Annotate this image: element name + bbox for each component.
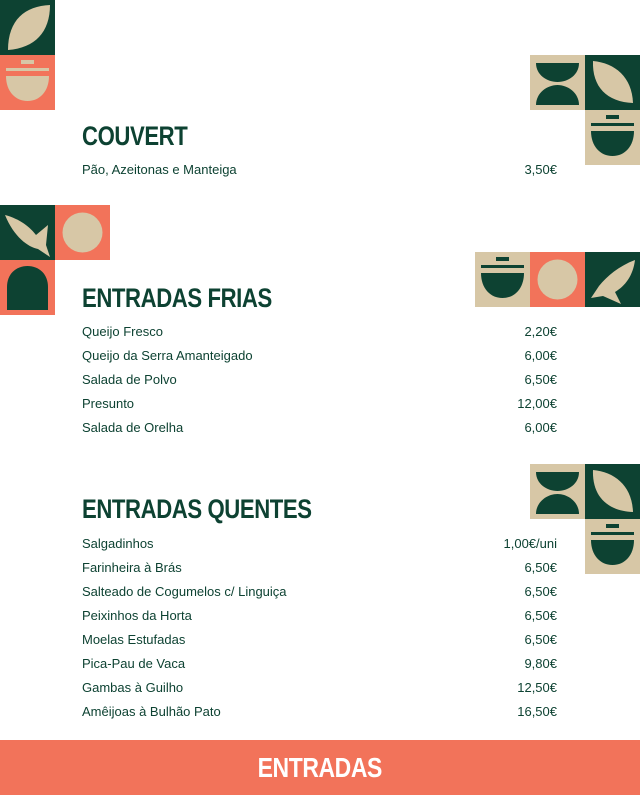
menu-item-name: Moelas Estufadas bbox=[82, 631, 186, 647]
section-title-entradas-frias: ENTRADAS FRIAS bbox=[82, 283, 272, 313]
menu-item bbox=[82, 675, 557, 699]
fish-tail-icon bbox=[585, 252, 640, 307]
menu-item bbox=[82, 157, 557, 181]
menu-item-price: 12,50€ bbox=[517, 679, 557, 695]
menu-item-name: Queijo Fresco bbox=[82, 323, 163, 339]
section-title-entradas-quentes: ENTRADAS QUENTES bbox=[82, 494, 312, 524]
section-title-couvert: COUVERT bbox=[82, 121, 188, 151]
menu-item-price: 6,50€ bbox=[524, 631, 557, 647]
menu-item-name: Salgadinhos bbox=[82, 535, 154, 551]
fish-tail-icon bbox=[0, 205, 55, 260]
menu-item bbox=[82, 367, 557, 391]
menu-item-name: Salada de Orelha bbox=[82, 419, 184, 435]
menu-item bbox=[82, 531, 557, 555]
menu-item-name: Salteado de Cogumelos c/ Linguiça bbox=[82, 583, 287, 599]
menu-item-price: 6,00€ bbox=[524, 347, 557, 363]
footer-label: ENTRADAS bbox=[257, 751, 383, 783]
menu-item-name: Pica-Pau de Vaca bbox=[82, 655, 186, 671]
menu-item bbox=[82, 555, 557, 579]
menu-item bbox=[82, 651, 557, 675]
pot-icon bbox=[585, 110, 640, 165]
hourglass-icon bbox=[530, 464, 585, 519]
menu-item-name: Gambas à Guilho bbox=[82, 679, 184, 695]
pot-icon bbox=[0, 55, 55, 110]
menu-item-price: 6,50€ bbox=[524, 371, 557, 387]
menu-item-name: Salada de Polvo bbox=[82, 371, 177, 387]
circle-icon bbox=[55, 205, 110, 260]
pot-icon bbox=[475, 252, 530, 307]
menu-item bbox=[82, 343, 557, 367]
menu-item-name: Farinheira à Brás bbox=[82, 559, 182, 575]
menu-item-name: Queijo da Serra Amanteigado bbox=[82, 347, 253, 363]
arch-icon bbox=[0, 260, 55, 315]
hourglass-icon bbox=[530, 55, 585, 110]
menu-item bbox=[82, 699, 557, 723]
circle-icon bbox=[530, 252, 585, 307]
menu-item-price: 3,50€ bbox=[524, 161, 557, 177]
leaf-icon bbox=[0, 0, 55, 55]
menu-item-price: 16,50€ bbox=[517, 703, 557, 719]
leaf-icon bbox=[585, 55, 640, 110]
menu-item-price: 6,50€ bbox=[524, 583, 557, 599]
pot-icon bbox=[585, 519, 640, 574]
menu-item bbox=[82, 415, 557, 439]
menu-item-name: Pão, Azeitonas e Manteiga bbox=[82, 161, 237, 177]
menu-item-price: 1,00€/uni bbox=[503, 535, 557, 551]
menu-item-price: 12,00€ bbox=[517, 395, 557, 411]
menu-item-name: Amêijoas à Bulhão Pato bbox=[82, 703, 221, 719]
menu-item-price: 9,80€ bbox=[524, 655, 557, 671]
menu-item bbox=[82, 319, 557, 343]
menu-item bbox=[82, 603, 557, 627]
menu-item-name: Presunto bbox=[82, 395, 135, 411]
menu-item-price: 6,50€ bbox=[524, 559, 557, 575]
menu-item bbox=[82, 579, 557, 603]
menu-item bbox=[82, 391, 557, 415]
footer-banner bbox=[0, 740, 640, 795]
menu-item-price: 6,00€ bbox=[524, 419, 557, 435]
menu-item-price: 6,50€ bbox=[524, 607, 557, 623]
menu-item-price: 2,20€ bbox=[524, 323, 557, 339]
leaf-icon bbox=[585, 464, 640, 519]
menu-item bbox=[82, 627, 557, 651]
menu-item-name: Peixinhos da Horta bbox=[82, 607, 192, 623]
